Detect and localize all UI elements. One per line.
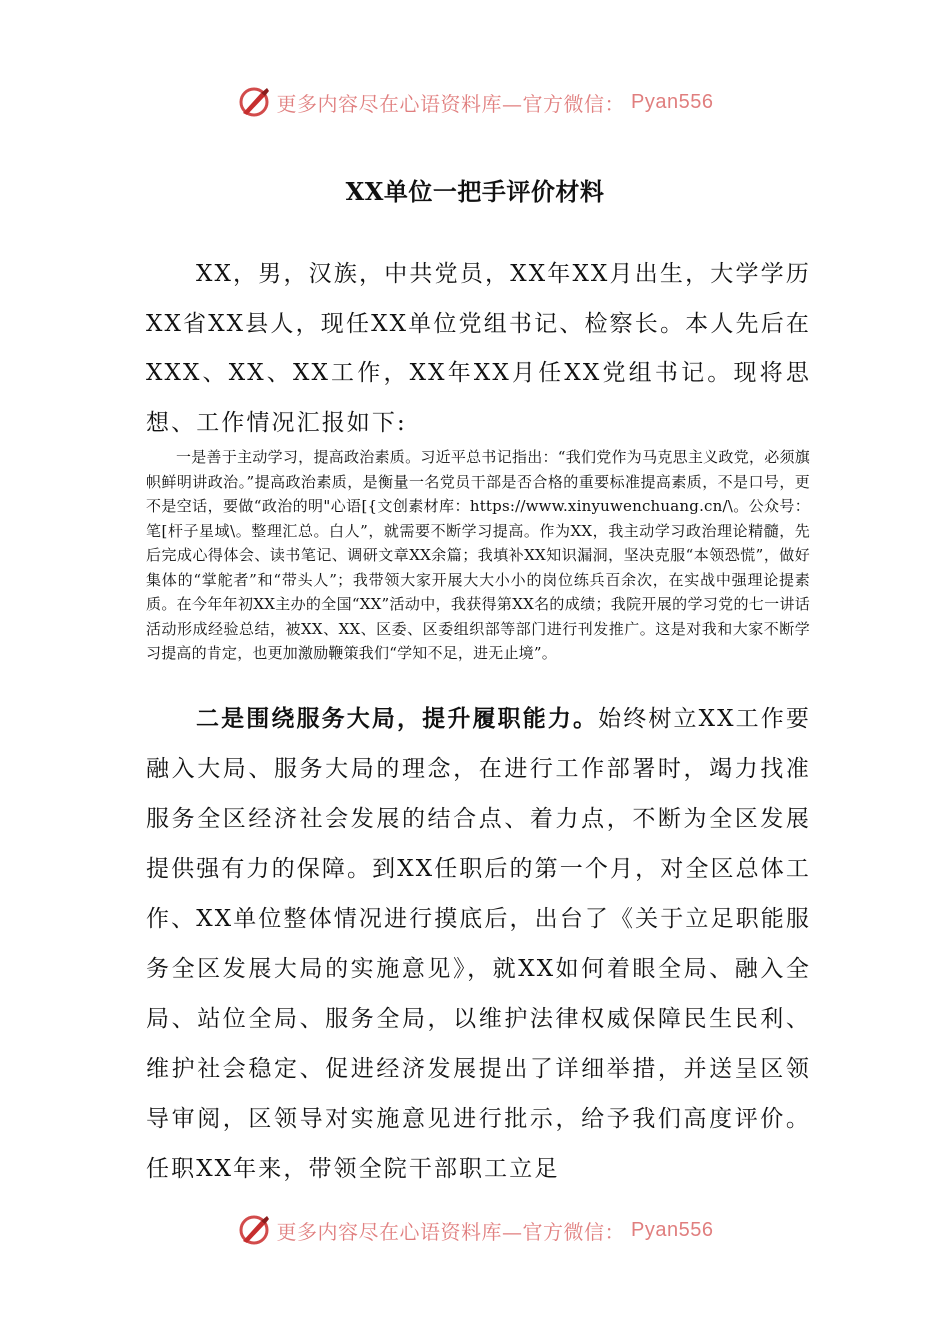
watermark-text: 更多内容尽在心语资料库—官方微信： [276,1219,626,1244]
watermark-text: 更多内容尽在心语资料库—官方微信： [276,91,626,116]
section-1-paragraph: 一是善于主动学习，提高政治素质。习近平总书记指出：“我们党作为马克思主义政党，必须旗帜鲜明讲政治。”提高政治素质，是衡量一名党员干部是否合格的重要标准提高素质，不是口号，更不是空话，要做“政治的明"心语[{文创素材库：https://www.xinyuwenchuang.cn/\。公众号：笔[杆子星域\。整理汇总。白人”，就需要不断学习提高。作为XX，我主动学习政治理论精髓，先后完成心得体会、读书笔记、调研文章XX余篇；我填补XX知识漏洞，坚决克服“本领恐慌”，做好集体的“掌舵者”和“带头人”；我带领大家开展大大小小的岗位练兵百余次，在实战中强理论提素质。在今年年初XX主办的全国“XX”活动中，我获得第XX名的成绩；我院开展的学习党的七一讲话活动形成经验总结，被XX、XX、区委、区委组织部等部门进行刊发推广。这是对我和大家不断学习提高的肯定，也更加激励鞭策我们“学知不足，进无止境”。 [146,448,810,662]
watermark-header [0,82,950,122]
section-2-heading: 二是围绕服务大局，提升履职能力。 [196,705,599,732]
page-title: XX单位一把手评价材料 [345,177,605,206]
intro-paragraph: XX，男，汉族，中共党员，XX年XX月出生，大学学历XX省XX县人，现任XX单位党组书记、检察长。本人先后在XXX、XX、XX工作，XX年XX月任XX党组书记。现将思想、工作情况汇报如下: [146,261,811,436]
pen-logo-icon [237,1213,271,1247]
section-2-paragraph [146,694,811,1194]
pen-logo-icon [237,85,271,119]
watermark-brand: Pyan556 [631,90,714,113]
watermark-brand: Pyan556 [631,1218,714,1241]
section-2-body: 始终树立XX工作要融入大局、服务大局的理念，在进行工作部署时，竭力找准服务全区经济社会发展的结合点、着力点，不断为全区发展提供强有力的保障。到XX任职后的第一个月，对全区总体工作、XX单位整体情况进行摸底后，出台了《关于立足职能服务全区发展大局的实施意见》，就XX如何着眼全局、融入全局、站位全局、服务全局，以维护法律权威保障民生民利、维护社会稳定、促进经济发展提出了详细举措，并送呈区领导审阅，区领导对实施意见进行批示，给予我们高度评价。任职XX年来，带领全院干部职工立足 [146,706,811,1182]
watermark-footer [0,1210,950,1250]
